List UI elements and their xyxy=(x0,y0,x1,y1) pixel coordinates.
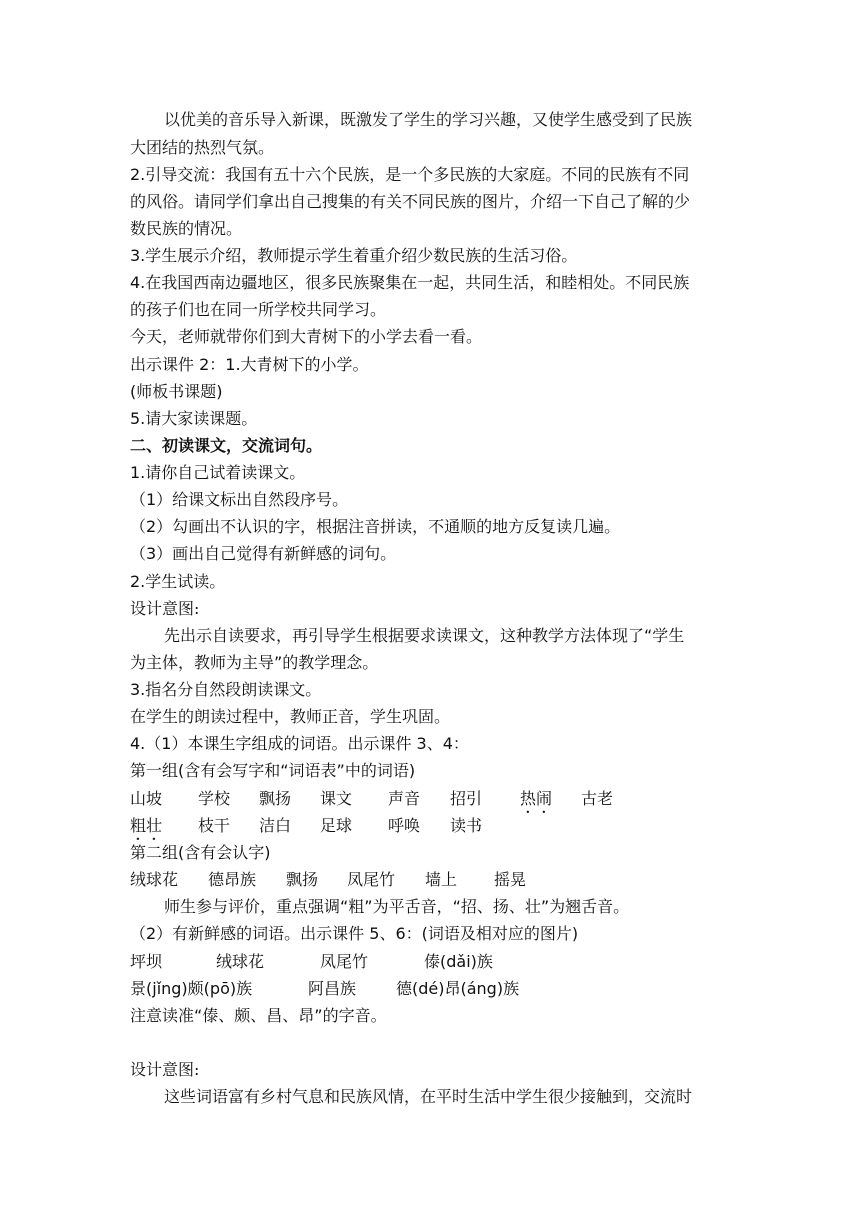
paragraph-line: （3）画出自己觉得有新鲜感的词句。 xyxy=(130,544,397,563)
word-item: 飘扬 xyxy=(259,789,292,808)
word-item: 声音 xyxy=(388,789,421,808)
paragraph-line: 5.请大家读课题。 xyxy=(130,409,258,428)
word-item: 德(dé)昂(áng)族 xyxy=(396,979,520,998)
paragraph-line: 今天，老师就带你们到大青树下的小学去看一看。 xyxy=(130,327,483,346)
paragraph-line: 4.在我国西南边疆地区，很多民族聚集在一起，共同生活，和睦相处。不同民族 xyxy=(130,273,690,292)
paragraph-line: 以优美的音乐导入新课，既激发了学生的学习兴趣，又使学生感受到了民族 xyxy=(164,110,693,129)
paragraph-line: 2.学生试读。 xyxy=(130,572,226,591)
paragraph-line: 2.引导交流：我国有五十六个民族，是一个多民族的大家庭。不同的民族有不同 xyxy=(130,165,690,184)
paragraph-line: （2）有新鲜感的词语。出示课件 5、6：(词语及相对应的图片) xyxy=(130,924,579,943)
word-item: 凤尾竹 xyxy=(347,870,396,889)
paragraph-line: 数民族的情况。 xyxy=(130,219,243,238)
paragraph-line: 在学生的朗读过程中，教师正音，学生巩固。 xyxy=(130,707,451,726)
word-item: 足球 xyxy=(320,816,353,835)
word-item: 热闹 xyxy=(520,789,553,808)
paragraph-line: 的孩子们也在同一所学校共同学习。 xyxy=(130,300,387,319)
word-item: 枝干 xyxy=(198,816,231,835)
section-heading: 二、初读课文，交流词句。 xyxy=(130,436,323,455)
design-intent-label: 设计意图: xyxy=(130,599,200,618)
word-row xyxy=(130,788,730,810)
paragraph-line: 3.指名分自然段朗读课文。 xyxy=(130,680,322,699)
word-item: 读书 xyxy=(450,816,483,835)
word-group-title: 第二组(含有会认字) xyxy=(130,843,271,862)
word-item: 傣(dǎi)族 xyxy=(424,952,493,971)
word-item: 摇晃 xyxy=(494,870,527,889)
word-item: 洁白 xyxy=(259,816,292,835)
paragraph-line: 4.（1）本课生字组成的词语。出示课件 3、4： xyxy=(130,734,469,753)
paragraph-line: 大团结的热烈气氛。 xyxy=(130,138,275,157)
paragraph-line: （2）勾画出不认识的字，根据注音拼读，不通顺的地方反复读几遍。 xyxy=(130,517,621,536)
word-row xyxy=(130,978,730,1000)
word-group-title: 第一组(含有会写字和“词语表”中的词语) xyxy=(130,761,416,780)
word-item: 绒球花 xyxy=(216,952,265,971)
word-item: 景(jǐng)颇(pō)族 xyxy=(130,979,253,998)
word-row xyxy=(130,815,730,837)
design-intent-label: 设计意图: xyxy=(130,1060,200,1079)
paragraph-line: 的风俗。请同学们拿出自己搜集的有关不同民族的图片，介绍一下自己了解的少 xyxy=(130,192,691,211)
paragraph-line: 注意读准“傣、颇、昌、昂”的字音。 xyxy=(130,1006,387,1025)
word-row xyxy=(130,951,730,973)
paragraph-line: （1）给课文标出自然段序号。 xyxy=(130,490,349,509)
word-item: 阿昌族 xyxy=(308,979,357,998)
word-item: 飘扬 xyxy=(286,870,319,889)
word-item: 古老 xyxy=(581,789,614,808)
word-item: 墙上 xyxy=(425,870,458,889)
word-item: 学校 xyxy=(198,789,231,808)
paragraph-line: 1.请你自己试着读课文。 xyxy=(130,463,306,482)
paragraph-line: (师板书课题) xyxy=(130,382,223,401)
word-item: 粗壮 xyxy=(130,816,163,835)
word-row xyxy=(130,869,730,891)
paragraph-line: 出示课件 2：1.大青树下的小学。 xyxy=(130,355,369,374)
paragraph-line: 师生参与评价，重点强调“粗”为平舌音，“招、扬、壮”为翘舌音。 xyxy=(164,897,630,916)
word-item: 呼唤 xyxy=(388,816,421,835)
word-item: 山坡 xyxy=(130,789,163,808)
paragraph-line: 为主体，教师为主导”的教学理念。 xyxy=(130,653,379,672)
word-item: 招引 xyxy=(450,789,483,808)
word-item: 课文 xyxy=(320,789,353,808)
word-item: 德昂族 xyxy=(208,870,257,889)
paragraph-line: 3.学生展示介绍，教师提示学生着重介绍少数民族的生活习俗。 xyxy=(130,246,578,265)
paragraph-line: 先出示自读要求，再引导学生根据要求读课文，这种教学方法体现了“学生 xyxy=(164,626,685,645)
paragraph-line: 这些词语富有乡村气息和民族风情，在平时生活中学生很少接触到，交流时 xyxy=(164,1087,693,1106)
word-item: 绒球花 xyxy=(130,870,179,889)
word-item: 坪坝 xyxy=(130,952,163,971)
word-item: 凤尾竹 xyxy=(320,952,369,971)
